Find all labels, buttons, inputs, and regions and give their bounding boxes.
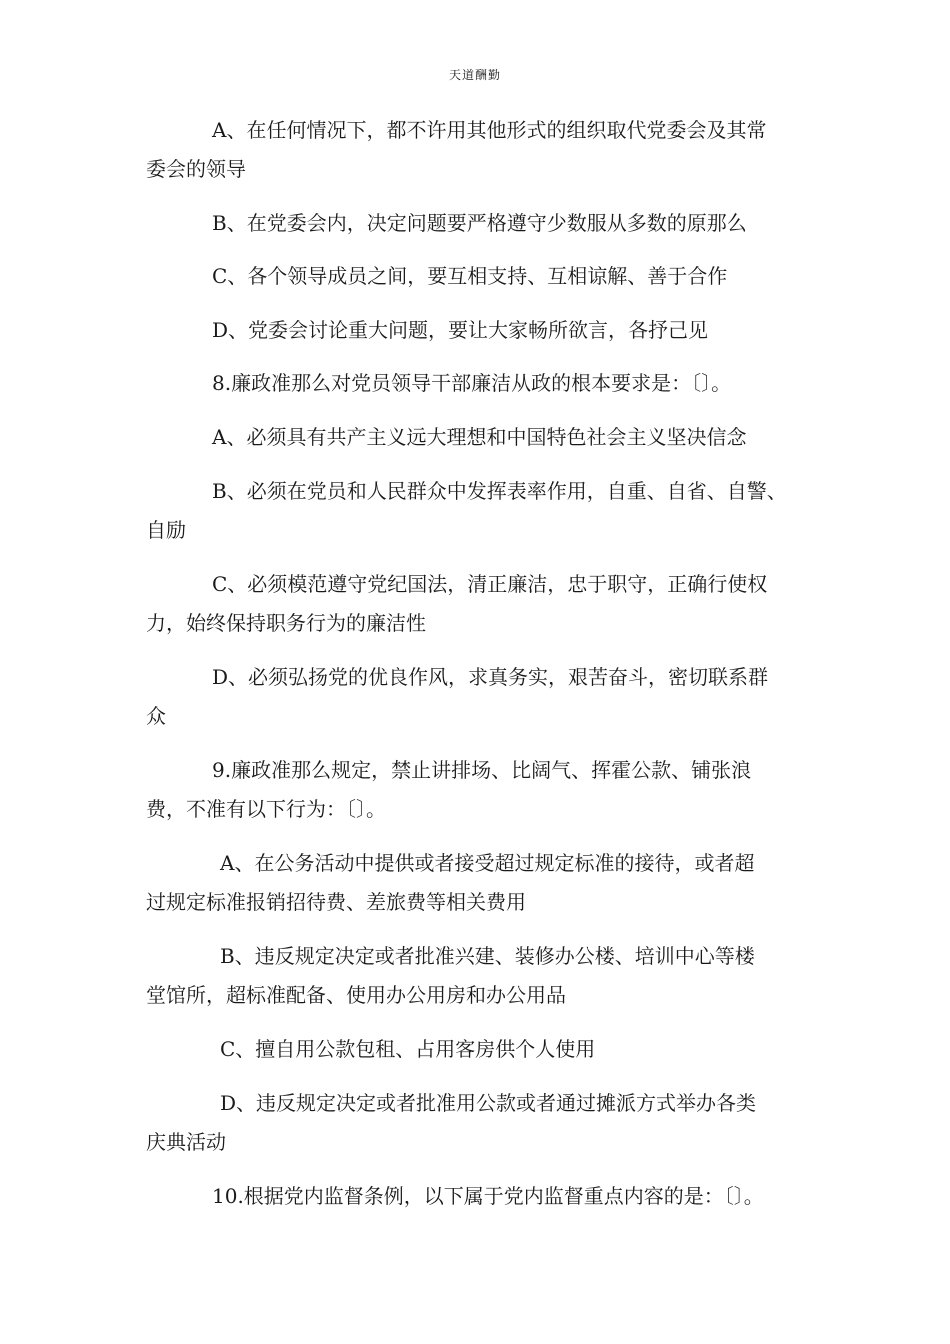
q9-option-a-line-2: 过规定标准报销招待费、差旅费等相关费用 [146,890,526,914]
q8-option-a: A、必须具有共产主义远大理想和中国特色社会主义坚决信念 [212,425,747,449]
question-9-line-1: 9.廉政准那么规定，禁止讲排场、比阔气、挥霍公款、铺张浪 [212,758,752,782]
q8-option-c-line-2: 力，始终保持职务行为的廉洁性 [146,611,426,635]
q9-option-d-line-2: 庆典活动 [146,1130,226,1154]
q9-option-b-line-2: 堂馆所，超标准配备、使用办公用房和办公用品 [146,983,566,1007]
q8-option-d-line-2: 众 [146,704,166,728]
option-b: B、在党委会内，决定问题要严格遵守少数服从多数的原那么 [212,211,747,235]
q9-option-d-line-1: D、违反规定决定或者批准用公款或者通过摊派方式举办各类 [220,1091,757,1115]
question-10: 10.根据党内监督条例，以下属于党内监督重点内容的是：〔〕。 [212,1184,764,1208]
option-a-line-2: 委会的领导 [146,157,246,181]
option-c: C、各个领导成员之间，要互相支持、互相谅解、善于合作 [212,264,728,288]
q8-option-b-line-2: 自励 [146,518,186,542]
q9-option-b-line-1: B、违反规定决定或者批准兴建、装修办公楼、培训中心等楼 [220,944,755,968]
q8-option-c-line-1: C、必须模范遵守党纪国法，清正廉洁，忠于职守，正确行使权 [212,572,768,596]
q8-option-d-line-1: D、必须弘扬党的优良作风，求真务实，艰苦奋斗，密切联系群 [212,665,769,689]
option-d: D、党委会讨论重大问题，要让大家畅所欲言，各抒己见 [212,318,709,342]
q9-option-a-line-1: A、在公务活动中提供或者接受超过规定标准的接待，或者超 [220,851,755,875]
q9-option-c: C、擅自用公款包租、占用客房供个人使用 [220,1037,596,1061]
page-header: 天道酬勤 [448,68,501,82]
option-a-line-1: A、在任何情况下，都不许用其他形式的组织取代党委会及其常 [212,118,767,142]
question-9-line-2: 费，不准有以下行为：〔〕。 [146,797,386,821]
question-8: 8.廉政准那么对党员领导干部廉洁从政的根本要求是：〔〕。 [212,371,732,395]
q8-option-b-line-1: B、必须在党员和人民群众中发挥表率作用，自重、自省、自警、 [212,479,787,503]
